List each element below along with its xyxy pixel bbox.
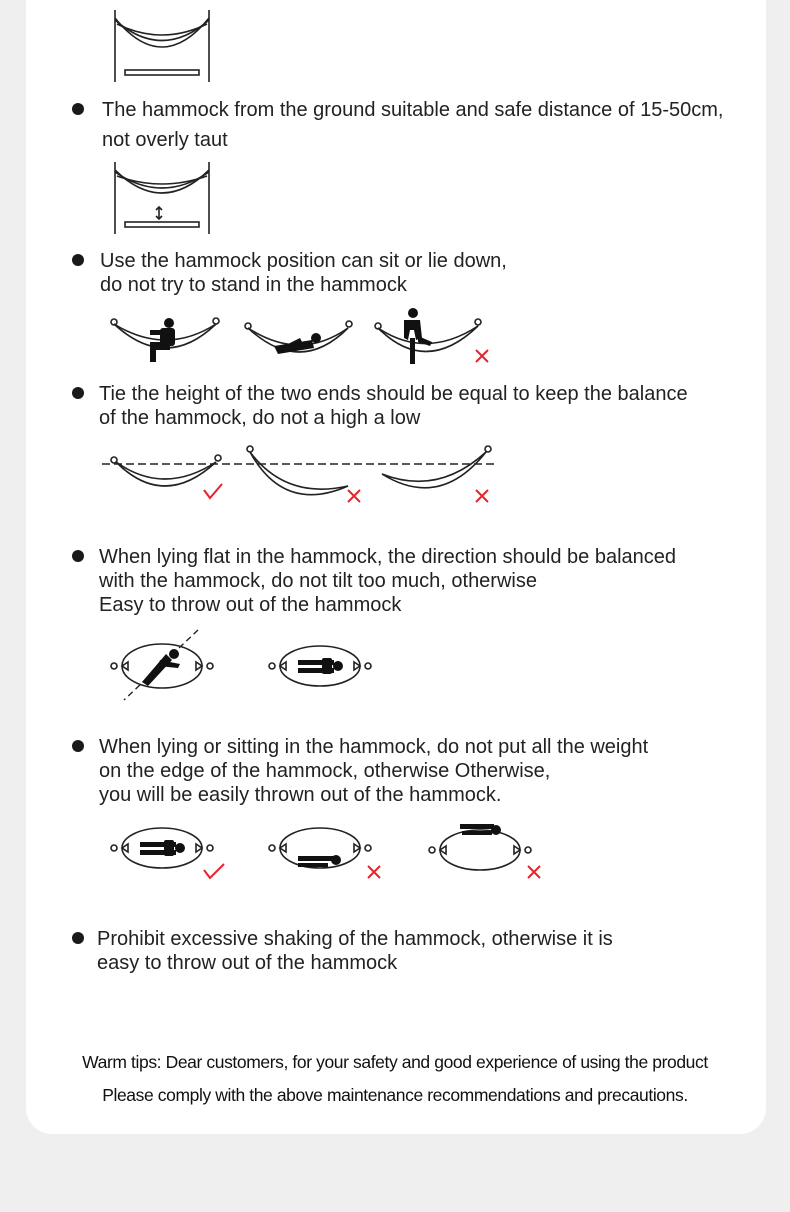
item-2-line-2: do not try to stand in the hammock [100,274,407,296]
hammock-height-diagram [108,158,218,238]
hammock-lie-diagram [244,318,356,364]
item-4-line-1: When lying flat in the hammock, the direction should be balanced [99,546,677,568]
item-5-line-3: you will be easily thrown out of the hammock. [99,784,502,806]
bullet-dot [72,103,84,115]
item-6-line-2: easy to throw out of the hammock [97,952,398,974]
hammock-centered-diagram [108,824,232,884]
hammock-edge-low-diagram [266,824,390,884]
item-1-line-2: not overly taut [102,129,228,151]
item-6-line-1: Prohibit excessive shaking of the hammock, otherwise it is [97,928,613,950]
item-3-line-1: Tie the height of the two ends should be equal to keep the balance [99,383,688,405]
hammock-sit-diagram [110,312,222,368]
item-2-line-1: Use the hammock position can sit or lie down, [100,250,507,272]
bullet-dot [72,387,84,399]
warm-tips-line-2: Please comply with the above maintenance recommendations and precautions. [102,1085,688,1105]
hammock-edge-high-diagram [426,820,550,884]
hammock-tilt-diagram [108,628,218,702]
hammock-stand-diagram [374,306,498,368]
item-4-line-3: Easy to throw out of the hammock [99,594,402,616]
item-4-line-2: with the hammock, do not tilt too much, otherwise [99,570,537,592]
bullet-dot [72,932,84,944]
bullet-dot [72,550,84,562]
item-1-line-1: The hammock from the ground suitable and safe distance of 15-50cm, [102,99,724,121]
hammock-balance-diagram [100,440,500,510]
hammock-taut-diagram [108,6,218,86]
warm-tips-line-1: Warm tips: Dear customers, for your safety and good experience of using the product [82,1052,708,1072]
item-3-line-2: of the hammock, do not a high a low [99,407,421,429]
bullet-dot [72,740,84,752]
item-5-line-1: When lying or sitting in the hammock, do not put all the weight [99,736,649,758]
item-5-line-2: on the edge of the hammock, otherwise Otherwise, [99,760,551,782]
bullet-dot [72,254,84,266]
hammock-straight-diagram [266,644,374,692]
